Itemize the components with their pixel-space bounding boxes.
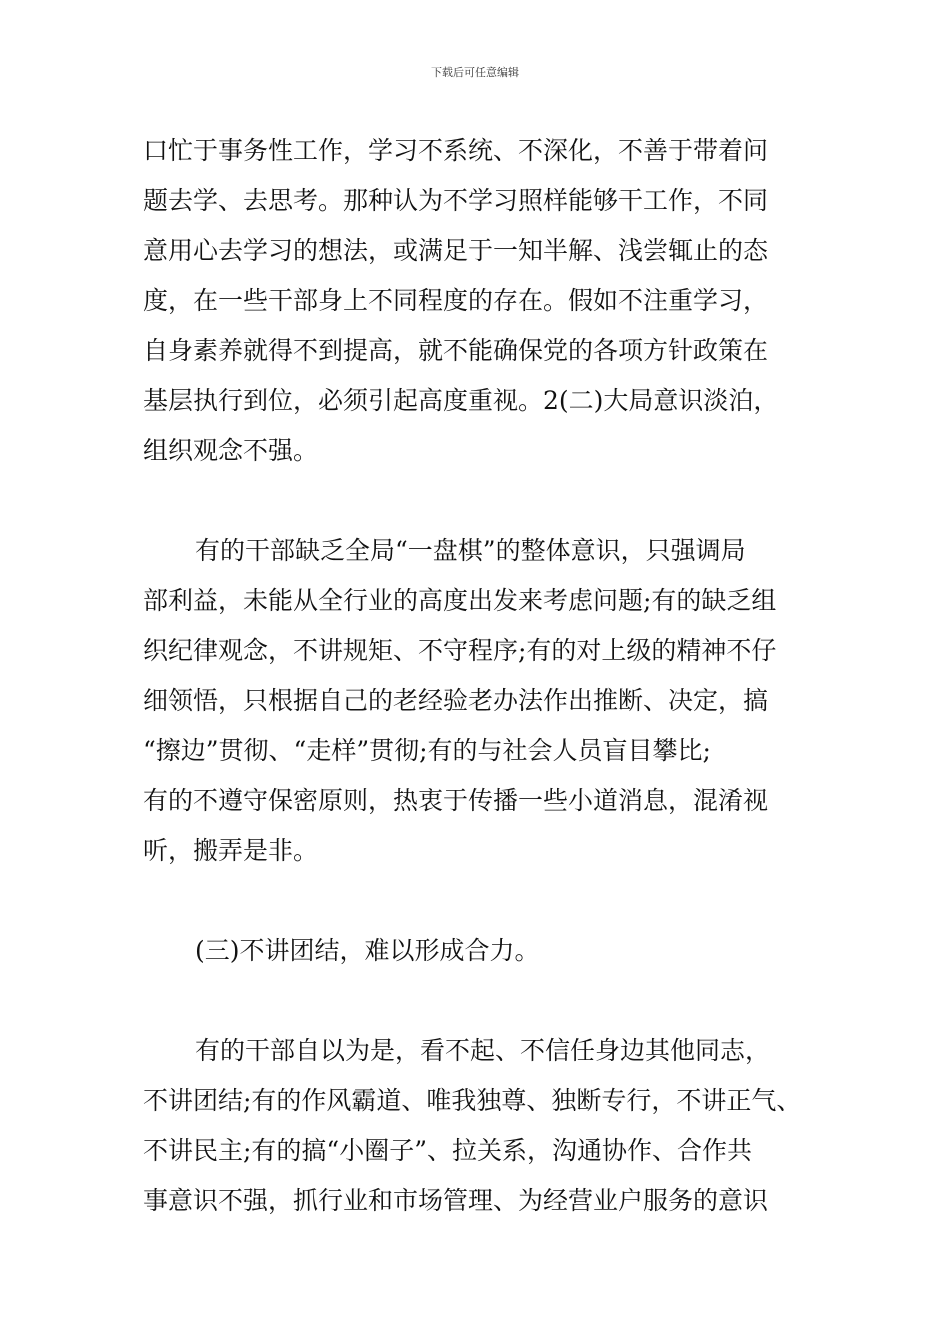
- text-line: 口忙于事务性工作，学习不系统、不深化，不善于带着问: [143, 136, 769, 165]
- paragraph-4: [143, 1026, 815, 1226]
- document-body: [143, 126, 815, 1226]
- text-line: 有的不遵守保密原则，热衷于传播一些小道消息，混淆视: [143, 786, 769, 815]
- text-line: 组织观念不强。: [143, 436, 319, 465]
- text-line: 有的干部自以为是，看不起、不信任身边其他同志，: [195, 1036, 771, 1065]
- paragraph-1: [143, 126, 815, 476]
- paragraph-2: [143, 526, 815, 876]
- paragraph-gap: [143, 476, 815, 526]
- text-line: 不讲团结;有的作风霸道、唯我独尊、独断专行，不讲正气、: [143, 1086, 802, 1115]
- paragraph-gap: [143, 876, 815, 926]
- text-line: 题去学、去思考。那种认为不学习照样能够干工作，不同: [143, 186, 769, 215]
- paragraph-gap: [143, 976, 815, 1026]
- text-line: 有的干部缺乏全局“一盘棋”的整体意识，只强调局: [195, 536, 746, 565]
- text-line: 部利益，未能从全行业的高度出发来考虑问题;有的缺乏组: [143, 586, 777, 615]
- section-heading: (三)不讲团结，难以形成合力。: [195, 936, 540, 965]
- page-header: 下载后可任意编辑: [431, 66, 519, 79]
- text-line: 织纪律观念，不讲规矩、不守程序;有的对上级的精神不仔: [143, 636, 777, 665]
- paragraph-3: [143, 926, 815, 976]
- text-line: 度，在一些干部身上不同程度的存在。假如不注重学习，: [143, 286, 769, 315]
- text-line: 基层执行到位，必须引起高度重视。2(二)大局意识淡泊，: [143, 386, 779, 415]
- text-line: 自身素养就得不到提高，就不能确保党的各项方针政策在: [143, 336, 769, 365]
- text-line: 细领悟，只根据自己的老经验老办法作出推断、决定，搞: [143, 686, 769, 715]
- text-line: 不讲民主;有的搞“小圈子”、拉关系，沟通协作、合作共: [143, 1136, 752, 1165]
- text-line: 事意识不强，抓行业和市场管理、为经营业户服务的意识: [143, 1186, 769, 1215]
- text-line: 听，搬弄是非。: [143, 836, 319, 865]
- text-line: 意用心去学习的想法，或满足于一知半解、浅尝辄止的态: [143, 236, 769, 265]
- text-line: “擦边”贯彻、“走样”贯彻;有的与社会人员盲目攀比;: [143, 736, 711, 765]
